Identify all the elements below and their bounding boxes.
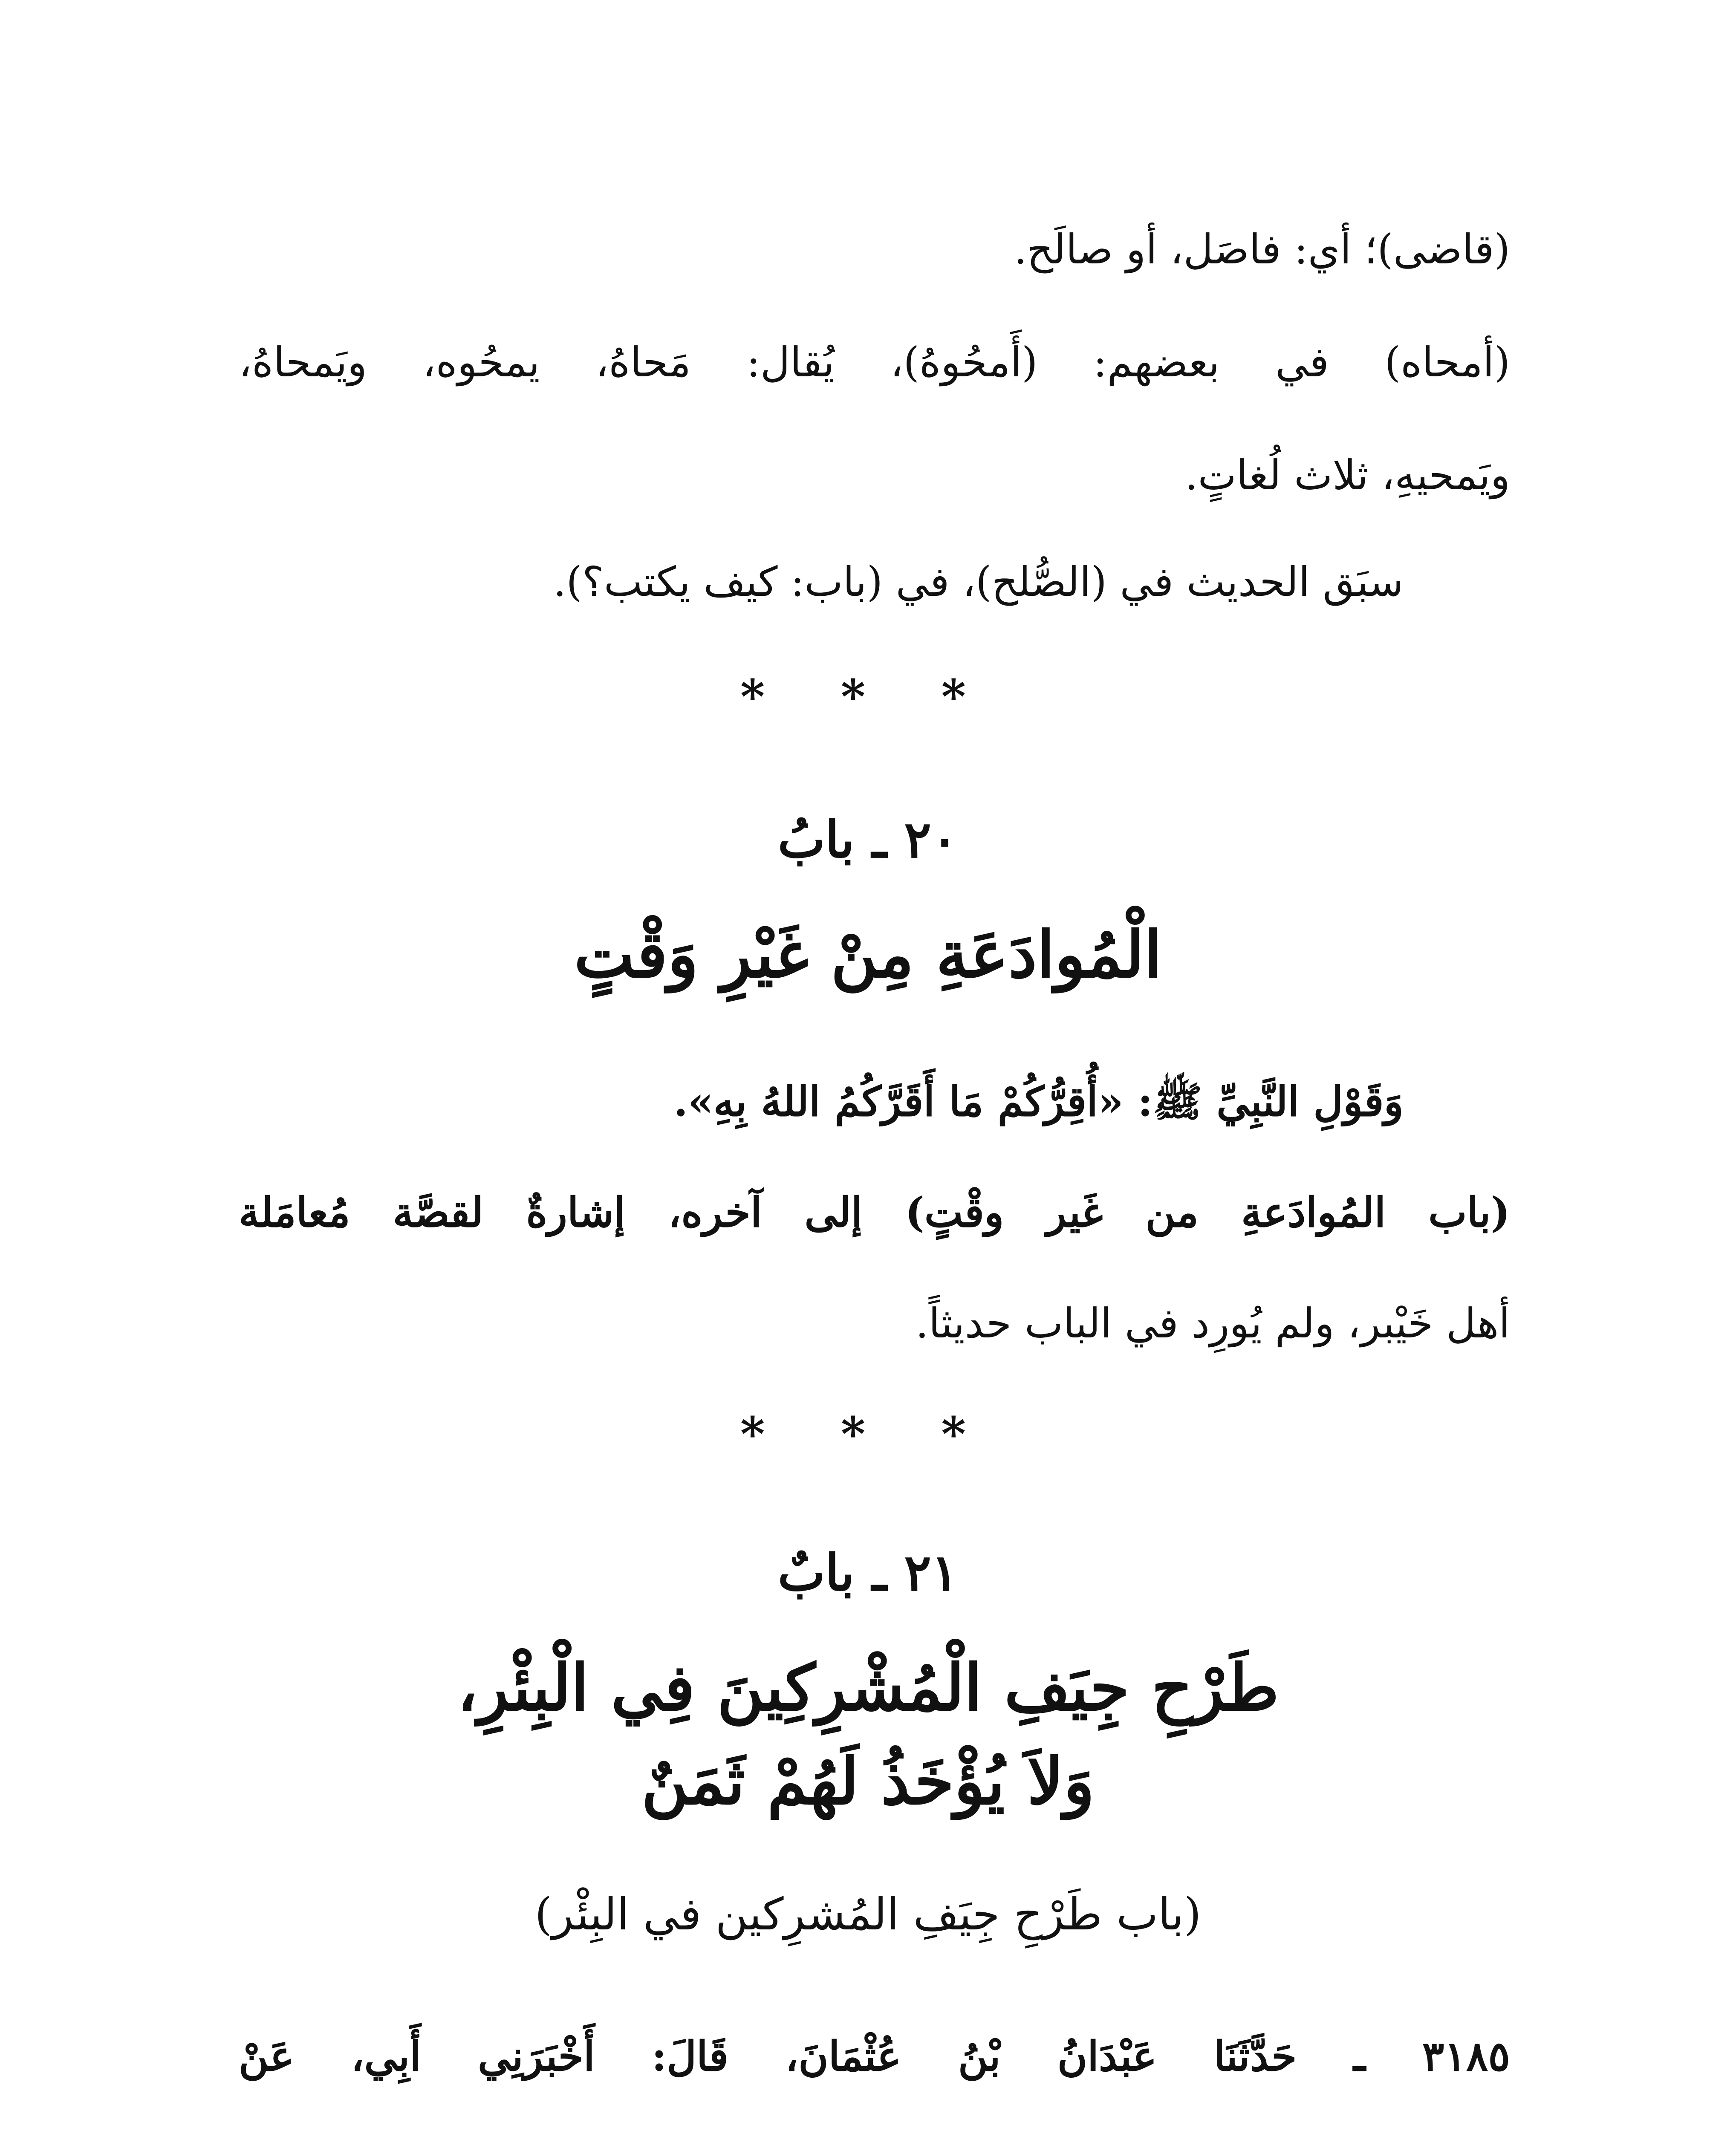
comment-line-1: (باب المُوادَعةِ من غَير وقْتٍ) إلى آخره، إشارةٌ لقصَّة مُعامَلة [239,1188,1510,1236]
section-separator-2: * * * [740,1406,996,1461]
chapter-21-number: ٢١ ـ بابٌ [777,1543,959,1602]
chapter-21-title-line-1: طَرْحِ جِيَفِ الْمُشْرِكِينَ فِي الْبِئْرِ، [457,1650,1279,1725]
chapter-20-number: ٢٠ ـ بابُ [777,810,959,869]
text-line-lughat: ويَمحيهِ، ثلاث لُغاتٍ. [1184,451,1510,499]
hadith-isnad-line-1: ٣١٨٥ ـ حَدَّثَنَا عَبْدَانُ بْنُ عُثْمَانَ، قَالَ: أَخْبَرَنِي أَبِي، عَنْ [239,2032,1511,2080]
comment-line-2: أهل خَيْبر، ولم يُورِد في الباب حديثاً. [916,1299,1510,1347]
text-line-sabaq: سبَق الحديث في (الصُّلح)، في (باب: كيف يكتب؟). [553,558,1404,606]
chapter-21-title-line-2: وَلاَ يُؤْخَذُ لَهُمْ ثَمَنٌ [641,1744,1095,1819]
text-line-qadi: (قاضى)؛ أي: فاصَل، أو صالَح. [1014,225,1510,273]
hadith-quote-line: وَقَوْلِ النَّبِيِّ ﷺ: «أُقِرُّكُمْ مَا أَقَرَّكُمُ اللهُ بِهِ». [673,1077,1404,1126]
chapter-20-title: الْمُوادَعَةِ مِنْ غَيْرِ وَقْتٍ [574,917,1162,992]
section-separator: * * * [740,669,996,724]
text-line-amhah: (أمحاه) في بعضهم: (أَمحُوهُ)، يُقال: مَحاهُ، يمحُوه، ويَمحاهُ، [239,338,1510,386]
chapter-21-subtitle: (باب طَرْحِ جِيَفِ المُشرِكين في البِئْر) [534,1888,1202,1940]
